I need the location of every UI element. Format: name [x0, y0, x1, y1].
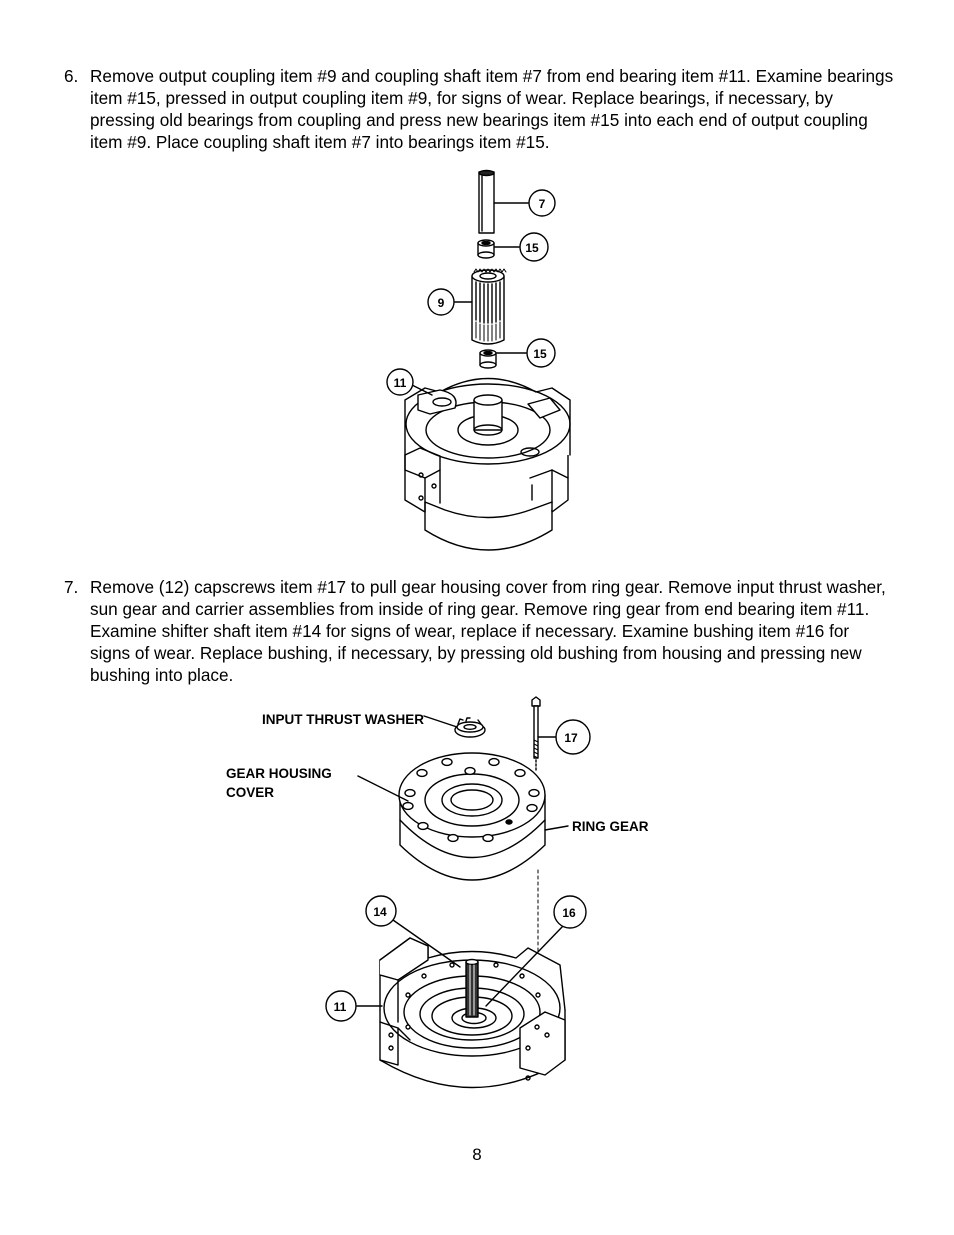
callout-15-top — [495, 233, 548, 261]
end-bearing-housing-bottom-part — [380, 938, 565, 1088]
callout-9-label: 9 — [437, 296, 445, 310]
callout-14 — [366, 896, 396, 926]
callout-15-top-label: 15 — [525, 241, 539, 255]
gear-housing-cover-label-line2: COVER — [226, 785, 275, 800]
callout-17-label: 17 — [564, 731, 578, 745]
bearing-bottom-part — [480, 350, 496, 368]
callout-11-fig2 — [326, 991, 356, 1021]
gear-housing-cover-part — [399, 753, 545, 880]
ring-gear-label: RING GEAR — [572, 819, 649, 834]
callout-9 — [428, 289, 472, 315]
step-7 — [64, 576, 894, 686]
step-7-text: Remove (12) capscrews item #17 to pull gear housing cover from ring gear. Remove input thrust washer, sun gear and carrier assemblies from inside of ring gear. Remove ring gear from end bearing item #11. Examine shifter shaft item #14 for signs of wear, replace if necessary. Examine bushing item #16 for signs of wear. Replace bushing, if necessary, by pressing old bushing from housing and pressing new bushing into place. — [90, 577, 886, 685]
page-number: 8 — [472, 1145, 482, 1164]
callout-16 — [554, 896, 586, 928]
figure-1-exploded-view — [387, 171, 570, 551]
callout-11-fig1-label: 11 — [393, 376, 407, 390]
callout-7-label: 7 — [538, 197, 546, 211]
step-6-text: Remove output coupling item #9 and coupling shaft item #7 from end bearing item #11. Examine bearings item #15, pressed in output coupling item #9, for signs of wear. Replace bearings, if necessary, by pressing old bearings from coupling and press new bearings item #15 into each end of output coupling item #9. Place coupling shaft item #7 into bearings item #15. — [90, 66, 894, 152]
callout-11-fig1 — [387, 369, 432, 395]
coupling-shaft-part — [479, 171, 494, 234]
capscrew-part — [532, 697, 540, 770]
step-7-number: 7. — [64, 577, 79, 597]
callout-14-label: 14 — [373, 905, 387, 919]
end-bearing-housing-part — [405, 379, 570, 551]
callout-17 — [556, 720, 590, 754]
input-thrust-washer-part — [455, 718, 485, 737]
bearing-top-part — [478, 240, 494, 258]
input-thrust-washer-label: INPUT THRUST WASHER — [262, 712, 424, 727]
callout-11-fig2-label: 11 — [333, 1000, 347, 1014]
step-6-number: 6. — [64, 66, 79, 86]
callout-15-bottom-label: 15 — [533, 347, 547, 361]
callout-7 — [494, 190, 555, 216]
callout-16-label: 16 — [562, 906, 576, 920]
figure-2-exploded-view — [226, 697, 649, 1088]
output-coupling-part — [472, 269, 506, 344]
callout-15-bottom — [497, 339, 555, 367]
gear-housing-cover-label-line1: GEAR HOUSING — [226, 766, 332, 781]
